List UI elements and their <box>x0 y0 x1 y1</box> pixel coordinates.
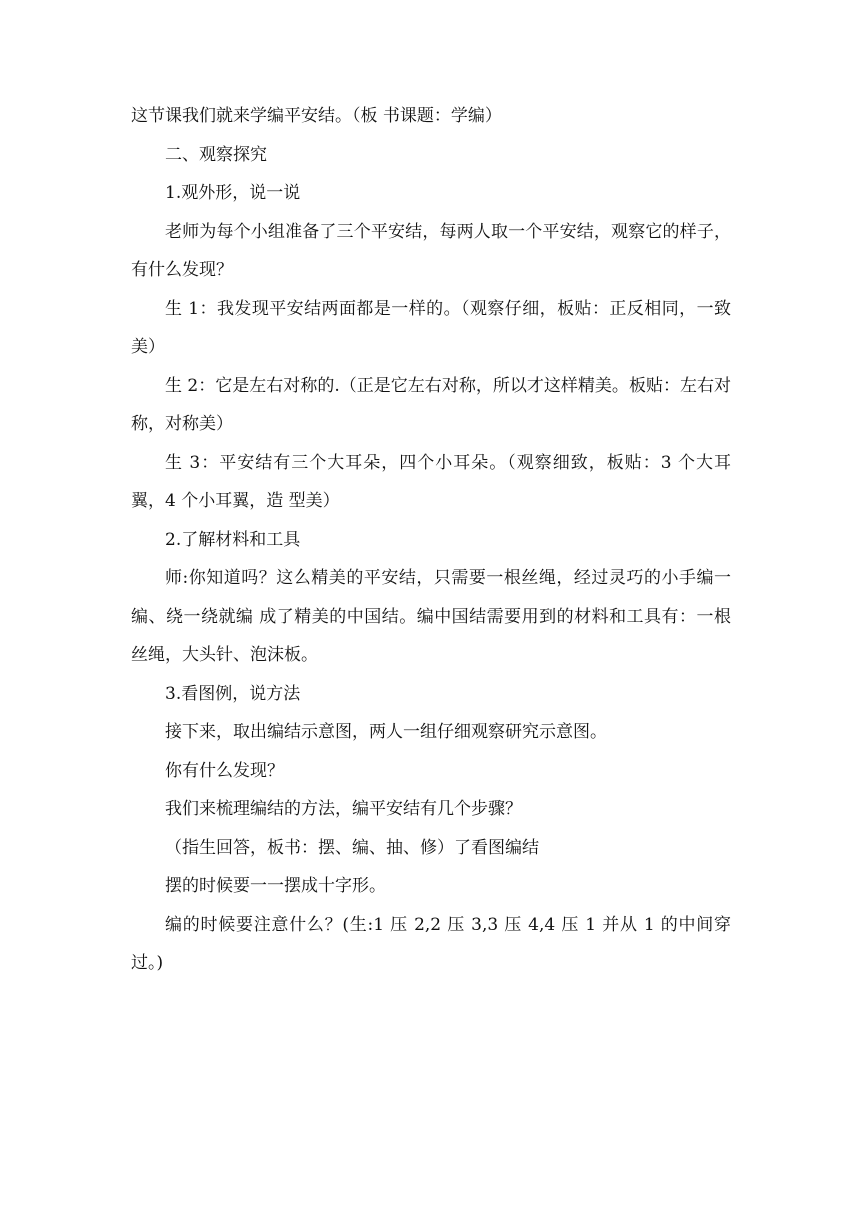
subheading-materials: 2.了解材料和工具 <box>165 529 301 550</box>
paragraph-teacher-prep: 老师为每个小组准备了三个平安结，每两人取一个平安结，观察它的样子，有什么发现？ <box>131 221 731 280</box>
heading-observe-explore: 二、观察探究 <box>165 144 267 165</box>
paragraph-intro: 这节课我们就来学编平安结。（板 书课题：学编） <box>131 106 502 126</box>
document-body <box>131 97 731 983</box>
paragraph-board-steps: （指生回答，板书：摆、编、抽、修）了看图编结 <box>165 837 539 858</box>
paragraph-take-diagram: 接下来，取出编结示意图，两人一组仔细观察研究示意图。 <box>165 722 607 742</box>
paragraph-student-1: 生 1：我发现平安结两面都是一样的。（观察仔细，板贴：正反相同，一致美） <box>131 298 731 357</box>
paragraph-teacher-materials: 师:你知道吗？这么精美的平安结，只需要一根丝绳，经过灵巧的小手编一编、绕一绕就编 成了精美的中国结。编中国结需要用到的材料和工具有：一根丝绳，大头针、泡沫板。 <box>131 568 731 665</box>
paragraph-what-found: 你有什么发现？ <box>165 760 284 781</box>
paragraph-weave: 编的时候要注意什么？(生:1 压 2,2 压 3,3 压 4,4 压 1 并从 1 的中间穿过。) <box>131 914 731 973</box>
paragraph-steps-question: 我们来梳理编结的方法，编平安结有几个步骤？ <box>165 799 522 819</box>
paragraph-student-2: 生 2：它是左右对称的.（正是它左右对称，所以才这样精美。板贴：左右对称，对称美） <box>131 375 731 434</box>
subheading-diagram: 3.看图例，说方法 <box>165 683 301 704</box>
paragraph-student-3: 生 3：平安结有三个大耳朵，四个小耳朵。（观察细致，板贴：3 个大耳翼，4 个小耳翼，造 型美） <box>131 452 731 511</box>
paragraph-arrange: 摆的时候要一一摆成十字形。 <box>165 876 386 896</box>
subheading-appearance: 1.观外形，说一说 <box>165 183 301 203</box>
